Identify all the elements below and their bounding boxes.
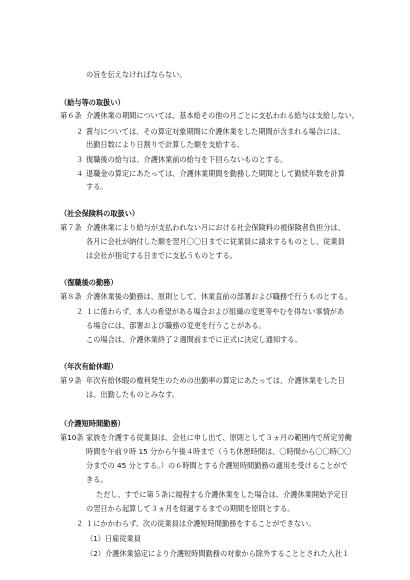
section-heading-short-hours: （介護短時間勤務） xyxy=(60,419,125,428)
article-6-para-2-num: ２ xyxy=(76,127,84,136)
article-10-text-2: 時間を午前９時 15 分から午後４時まで（うち休憩時間は、〇時間から〇〇時〇〇 xyxy=(86,447,352,456)
article-9-text-1: 年次有給休暇の権利発生のための出勤率の算定にあたっては、介護休業をした日 xyxy=(86,376,345,385)
article-8-label: 第８条 xyxy=(60,292,82,301)
article-6-label: 第６条 xyxy=(60,111,82,120)
article-7-text-2: 各月に会社が納付した額を翌月〇〇日までに従業員に請求するものとし、従業員 xyxy=(86,237,345,246)
article-8-para-2-text-2: る場合には、部署および職務の変更を行うことがある。 xyxy=(86,321,266,330)
section-heading-insurance: （社会保険料の取扱い） xyxy=(60,209,140,218)
article-9-label: 第９条 xyxy=(60,376,82,385)
article-9-text-2: は、出勤したものとみなす。 xyxy=(86,390,179,399)
article-10-text-6: の翌日から起算して３ヵ月を経過するまでの期間を原則とする。 xyxy=(86,504,295,513)
section-heading-return: （復職後の勤務） xyxy=(60,278,118,287)
article-8-para-2-num: ２ xyxy=(76,307,84,316)
article-10-text-5: ただし、すでに第５条に規程する介護休業をした場合は、介護休業開始予定日 xyxy=(96,490,348,499)
section-heading-leave: （年次有給休暇） xyxy=(60,362,118,371)
article-6-para-4-num: ４ xyxy=(76,169,84,178)
article-6-para-4-text-1: 退職金の算定にあたっては、介護休業期間を勤務した期間として勤続年数を計算 xyxy=(86,169,345,178)
article-10-text-1: 家族を介護する従業員は、会社に申し出て、原則として３ヵ月の範囲内で所定労働 xyxy=(86,433,352,442)
article-7-text-3: は会社が指定する日までに支払うものとする。 xyxy=(86,251,237,260)
article-10-para-2-num: ２ xyxy=(76,519,84,528)
article-6-para-4-text-2: する。 xyxy=(86,182,108,191)
section-heading-salary: （給与等の取扱い） xyxy=(60,98,125,107)
article-8-text-1: 介護休業後の勤務は、原則として、休業直前の部署および職務で行うものとする。 xyxy=(86,292,352,301)
article-7-text-1: 介護休業により給与が支払われない月における社会保険料の被保険者負担分は、 xyxy=(86,223,345,232)
article-10-item-1: （1）日雇従業員 xyxy=(86,534,141,543)
article-10-para-2-text-1: １にかかわらず、次の従業員は介護短時間勤務をすることができない。 xyxy=(86,519,316,528)
article-6-para-2-text-2: 出勤日数により日割りで計算した額を支給する。 xyxy=(86,140,245,149)
article-10-text-3: 分までの 45 分とする。）の６時間とする介護短時間勤務の適用を受けることがで xyxy=(86,461,348,470)
article-7-label: 第７条 xyxy=(60,223,82,232)
article-10-text-4: きる。 xyxy=(86,475,108,484)
article-8-para-2-text-1: １に係わらず、本人の希望がある場合および組織の変更等やむを得ない事情があ xyxy=(86,307,345,316)
intro-line: の旨を伝えなければならない。 xyxy=(86,70,187,79)
article-6-text-1: 介護休業の期間については、基本給その他の月ごとに支払われる給与は支給しない。 xyxy=(86,111,359,120)
article-10-item-2: （2）介護休業協定により介護短時間勤務の対象から除外することとされた入社１ xyxy=(86,549,350,558)
article-10-label: 第10条 xyxy=(60,433,84,442)
article-6-para-3-text-1: 復職後の給与は、介護休業前の給与を下回らないものとする。 xyxy=(86,155,288,164)
article-6-para-3-num: ３ xyxy=(76,155,84,164)
article-8-para-2-text-3: この場合は、介護休業終了２週間前までに正式に決定し通知する。 xyxy=(86,335,302,344)
article-6-para-2-text-1: 賞与については、その算定対象期間に介護休業をした期間が含まれる場合には、 xyxy=(86,127,345,136)
